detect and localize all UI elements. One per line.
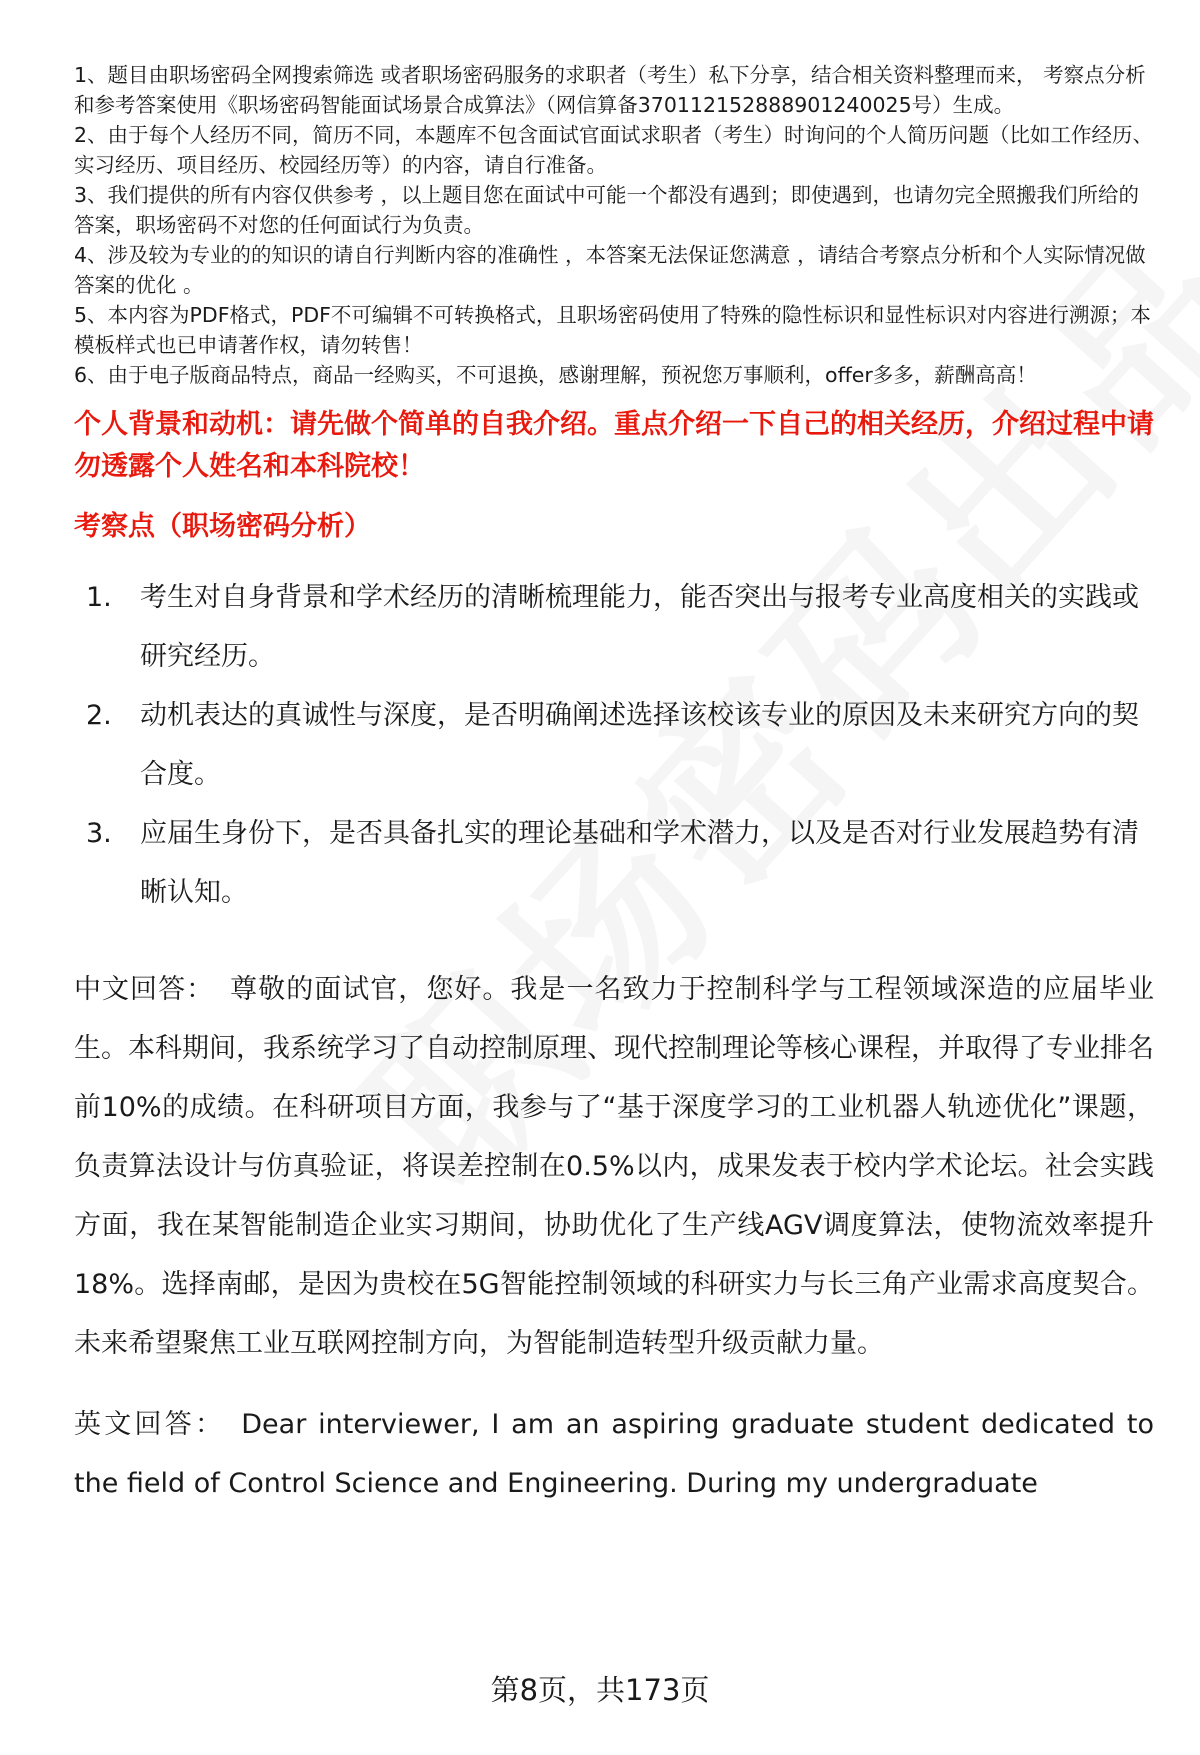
notice-item: 2、由于每个人经历不同，简历不同，本题库不包含面试官面试求职者（考生）时询问的个人简历问题（比如工作经历、实习经历、项目经历、校园经历等）的内容，请自行准备。 bbox=[74, 123, 1154, 177]
page-number: 第8页，共173页 bbox=[490, 1673, 710, 1707]
english-answer bbox=[74, 1395, 1154, 1513]
english-answer-text: Dear interviewer, I am an aspiring graduate student dedicated to the field of Control Science and Engineering. During my undergraduate bbox=[74, 1409, 1154, 1499]
notice-item: 5、本内容为PDF格式，PDF不可编辑不可转换格式，且职场密码使用了特殊的隐性标识和显性标识对内容进行溯源；本模板样式也已申请著作权，请勿转售！ bbox=[74, 303, 1151, 357]
point-text: 动机表达的真诚性与深度，是否明确阐述选择该校该专业的原因及未来研究方向的契合度。 bbox=[140, 700, 1139, 790]
notice-item: 1、题目由职场密码全网搜索筛选 或者职场密码服务的求职者（考生）私下分享，结合相关资料整理而来， 考察点分析和参考答案使用《职场密码智能面试场景合成算法》（网信算备370112152888901240025号）生成。 bbox=[74, 63, 1146, 117]
analysis-point bbox=[74, 804, 1154, 922]
notice-item: 3、我们提供的所有内容仅供参考 ，以上题目您在面试中可能一个都没有遇到；即使遇到，也请勿完全照搬我们所给的答案，职场密码不对您的任何面试行为负责。 bbox=[74, 183, 1140, 237]
english-answer-label: 英文回答： bbox=[74, 1409, 226, 1440]
notice-block bbox=[74, 60, 1154, 390]
point-number: 1. bbox=[86, 582, 112, 613]
point-text: 应届生身份下，是否具备扎实的理论基础和学术潜力，以及是否对行业发展趋势有清晰认知。 bbox=[140, 818, 1139, 908]
point-number: 3. bbox=[86, 818, 112, 849]
point-text: 考生对自身背景和学术经历的清晰梳理能力，能否突出与报考专业高度相关的实践或研究经历。 bbox=[140, 582, 1139, 672]
chinese-answer-label: 中文回答： bbox=[74, 974, 215, 1005]
document-page bbox=[74, 60, 1154, 1513]
question-title: 个人背景和动机：请先做个简单的自我介绍。重点介绍一下自己的相关经历，介绍过程中请勿透露个人姓名和本科院校！ bbox=[74, 409, 1154, 482]
analysis-heading: 考察点（职场密码分析） bbox=[74, 511, 371, 542]
chinese-answer bbox=[74, 960, 1154, 1373]
notice-item: 4、涉及较为专业的的知识的请自行判断内容的准确性 ，本答案无法保证您满意 ，请结合考察点分析和个人实际情况做答案的优化 。 bbox=[74, 243, 1146, 297]
analysis-point bbox=[74, 568, 1154, 686]
notice-item: 6、由于电子版商品特点，商品一经购买，不可退换，感谢理解，预祝您万事顺利，offer多多，薪酬高高！ bbox=[74, 363, 1037, 387]
analysis-point bbox=[74, 686, 1154, 804]
chinese-answer-text: 尊敬的面试官，您好。我是一名致力于控制科学与工程领域深造的应届毕业生。本科期间，我系统学习了自动控制原理、现代控制理论等核心课程，并取得了专业排名前10%的成绩。在科研项目方面，我参与了“基于深度学习的工业机器人轨迹优化”课题，负责算法设计与仿真验证，将误差控制在0.5%以内，成果发表于校内学术论坛。社会实践方面，我在某智能制造企业实习期间，协助优化了生产线AGV调度算法，使物流效率提升18%。选择南邮，是因为贵校在5G智能控制领域的科研实力与长三角产业需求高度契合。未来希望聚焦工业互联网控制方向，为智能制造转型升级贡献力量。 bbox=[74, 974, 1155, 1359]
point-number: 2. bbox=[86, 700, 112, 731]
analysis-points bbox=[74, 568, 1154, 922]
